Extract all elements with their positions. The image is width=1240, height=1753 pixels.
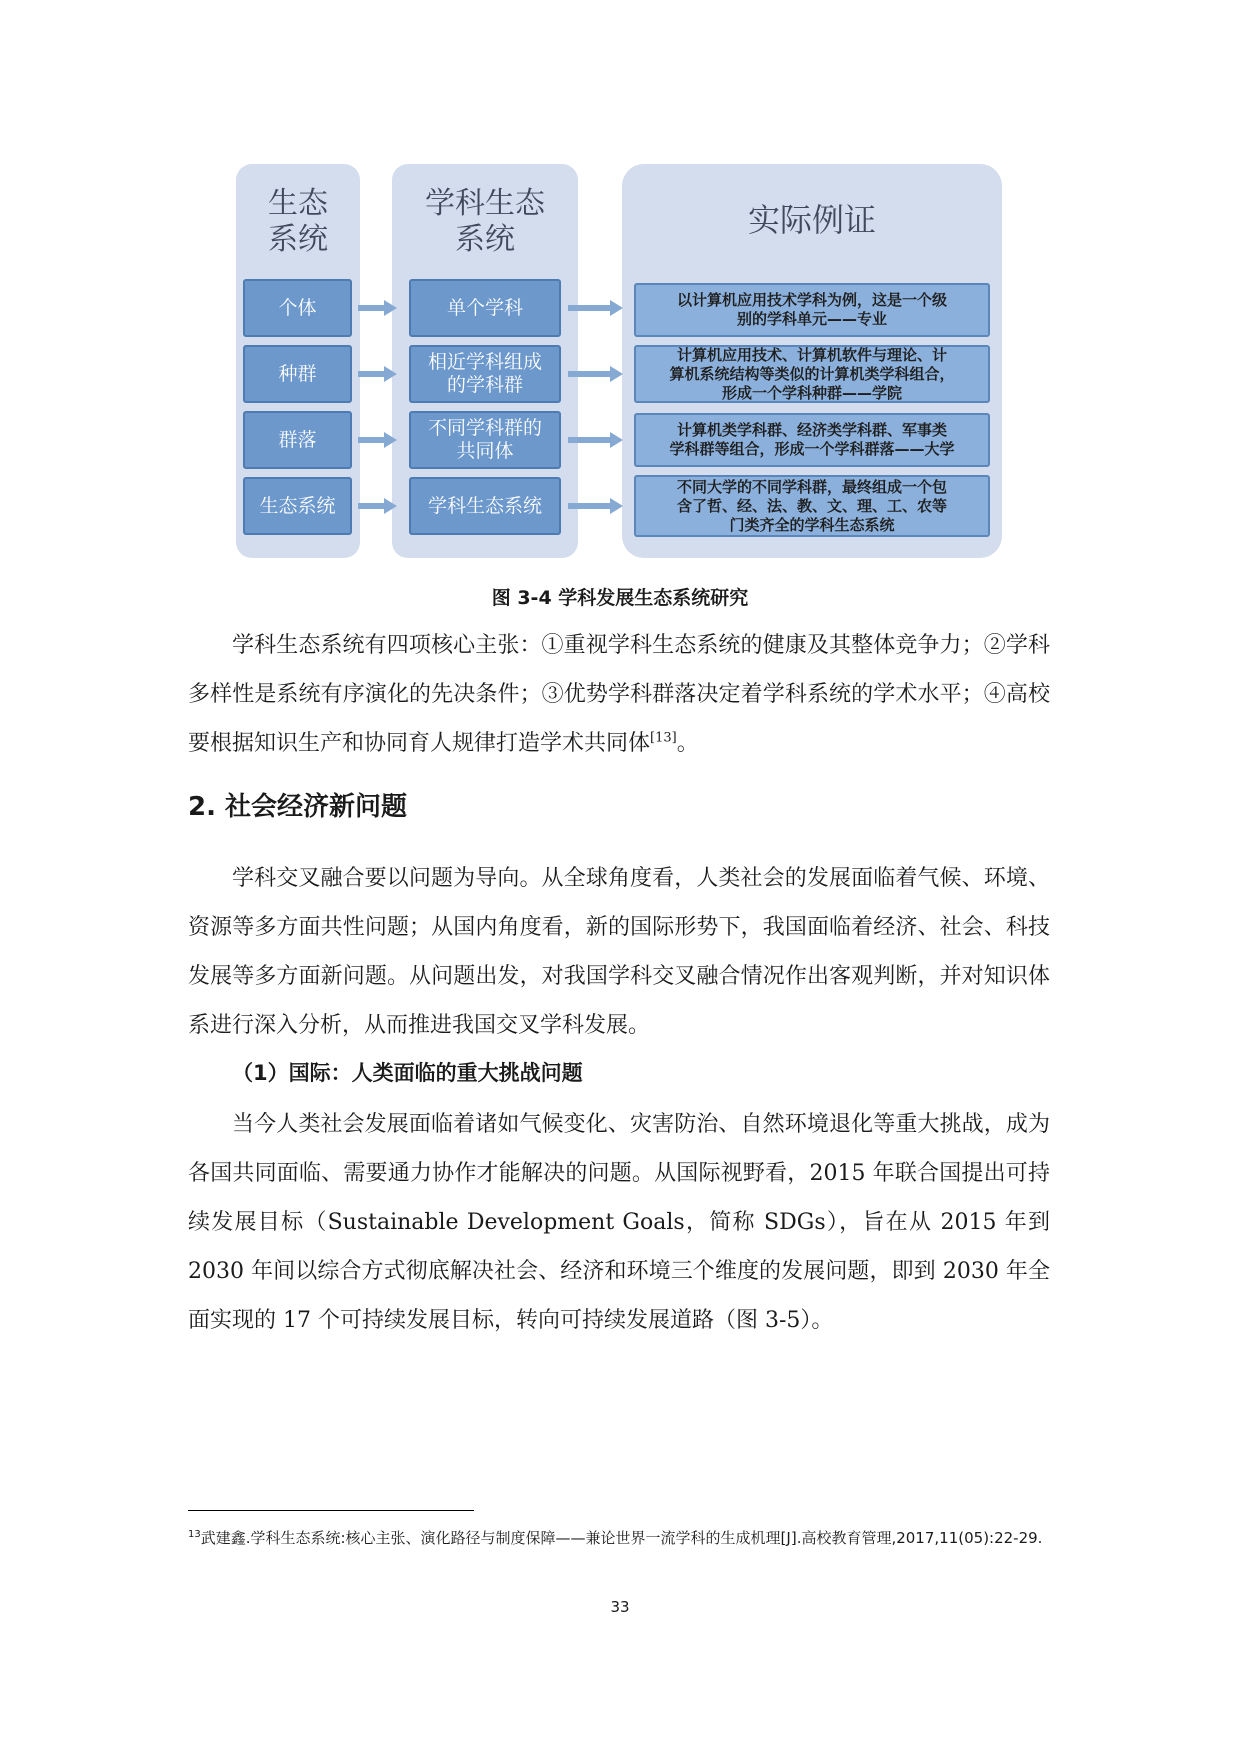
arrow-right-icon [568, 299, 624, 317]
ecosystem-item-ecosystem: 生态系统 [243, 477, 352, 535]
arrow-right-icon [568, 431, 624, 449]
arrow-right-icon [358, 497, 398, 515]
ecosystem-figure [0, 0, 1240, 560]
arrow-right-icon [358, 431, 398, 449]
subsection-heading: （1）国际：人类面临的重大挑战问题 [232, 1061, 583, 1085]
paragraph-sdgs: 当今人类社会发展面临着诸如气候变化、灾害防治、自然环境退化等重大挑战，成为各国共同面临、需要通力协作才能解决的问题。从国际视野看，2015 年联合国提出可持续发展目标（Sustainable Development Goals，简称 SDGs），旨在从 2015 年到 2030 年间以综合方式彻底解决社会、经济和环境三个维度的发展问题，即到 2030 年全面实现的 17 个可持续发展目标，转向可持续发展道路（图 3-5）。 [188, 1112, 1050, 1333]
ecosystem-column-title: 生态 系统 [268, 186, 328, 257]
ecosystem-item-community: 群落 [243, 411, 352, 469]
figure-caption: 图 3-4 学科发展生态系统研究 [491, 587, 749, 609]
citation-ref[interactable]: [13] [650, 730, 677, 746]
paragraph-text: 学科生态系统有四项核心主张：①重视学科生态系统的健康及其整体竞争力；②学科多样性是系统有序演化的先决条件；③优势学科群落决定着学科系统的学术水平；④高校要根据知识生产和协同育人规律打造学术共同体 [188, 633, 1050, 756]
discipline-item-single: 单个学科 [409, 279, 561, 337]
arrow-right-icon [358, 365, 398, 383]
discipline-column-title: 学科生态 系统 [425, 186, 545, 257]
example-item-specialty: 以计算机应用技术学科为例，这是一个级 别的学科单元——专业 [634, 283, 990, 337]
paragraph-problem-oriented: 学科交叉融合要以问题为导向。从全球角度看，人类社会的发展面临着气候、环境、资源等多方面共性问题；从国内角度看，新的国际形势下，我国面临着经济、社会、科技发展等多方面新问题。从问题出发，对我国学科交叉融合情况作出客观判断，并对知识体系进行深入分析，从而推进我国交叉学科发展。 [188, 866, 1050, 1038]
examples-column-title: 实际例证 [747, 201, 876, 239]
footnote-marker: 13 [188, 1529, 201, 1540]
example-item-university: 计算机类学科群、经济类学科群、军事类 学科群等组合，形成一个学科群落——大学 [634, 413, 990, 467]
discipline-item-group: 相近学科组成 的学科群 [409, 345, 561, 403]
arrow-right-icon [568, 365, 624, 383]
ecosystem-item-population: 种群 [243, 345, 352, 403]
footnote-text: 武建鑫.学科生态系统:核心主张、演化路径与制度保障——兼论世界一流学科的生成机理[J].高校教育管理,2017,11(05):22-29. [200, 1529, 1043, 1547]
example-item-college: 计算机应用技术、计算机软件与理论、计 算机系统结构等类似的计算机类学科组合， 形成一个学科种群——学院 [634, 345, 990, 403]
paragraph-end: 。 [676, 731, 699, 756]
ecosystem-item-individual: 个体 [243, 279, 352, 337]
page-number: 33 [610, 1598, 630, 1616]
arrow-right-icon [568, 497, 624, 515]
footnote [188, 1521, 1050, 1555]
discipline-item-ecosystem: 学科生态系统 [409, 477, 561, 535]
discipline-item-community: 不同学科群的 共同体 [409, 411, 561, 469]
section-heading: 2. 社会经济新问题 [188, 792, 408, 822]
footnote-divider [188, 1510, 474, 1511]
paragraph-core-claims [188, 621, 1050, 768]
arrow-right-icon [358, 299, 398, 317]
example-item-full-system: 不同大学的不同学科群，最终组成一个包 含了哲、经、法、教、文、理、工、农等 门类齐全的学科生态系统 [634, 475, 990, 537]
